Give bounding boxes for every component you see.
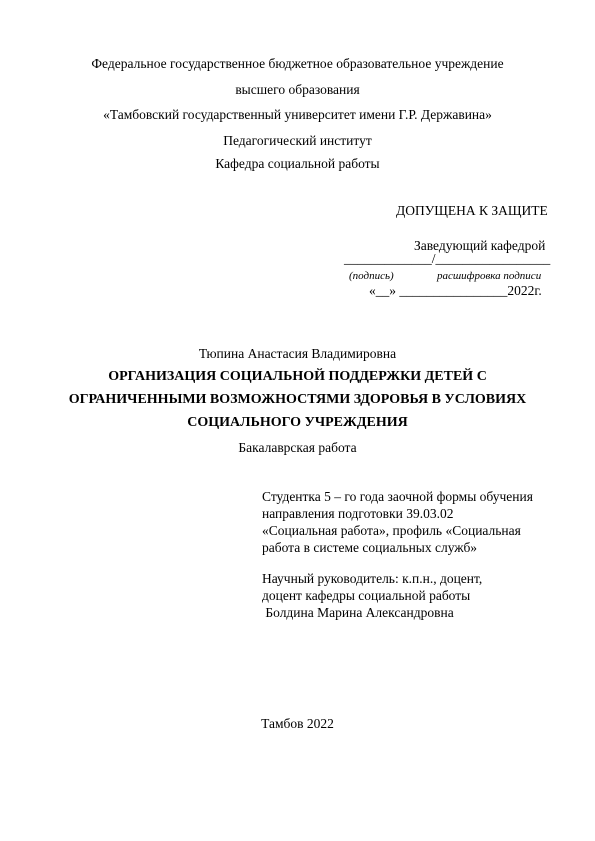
institute-name: Педагогический институт (223, 133, 372, 148)
supervisor-line-1: Научный руководитель: к.п.н., доцент, (262, 571, 483, 586)
thesis-title-line-2: ОГРАНИЧЕННЫМИ ВОЗМОЖНОСТЯМИ ЗДОРОВЬЯ В УСЛОВИЯХ (68, 392, 527, 407)
head-of-department: Заведующий кафедрой (414, 238, 546, 253)
signature-caption: (подпись) (349, 270, 394, 282)
department-name: Кафедра социальной работы (215, 156, 380, 171)
student-line-4: работа в системе социальных служб» (262, 540, 478, 555)
decoding-caption: расшифровка подписи (437, 270, 542, 282)
university-name: «Тамбовский государственный университет имени Г.Р. Державина» (103, 107, 492, 122)
student-line-3: «Социальная работа», профиль «Социальная (262, 523, 521, 538)
author-name: Тюпина Анастасия Владимировна (198, 346, 397, 361)
city-year: Тамбов 2022 (261, 716, 334, 731)
institution-level: высшего образования (235, 82, 360, 97)
admitted-label: ДОПУЩЕНА К ЗАЩИТЕ (396, 203, 548, 218)
signature-line: _____________/_________________ (344, 251, 551, 266)
institution-type: Федеральное государственное бюджетное образовательное учреждение (91, 56, 504, 71)
supervisor-line-2: доцент кафедры социальной работы (262, 588, 471, 603)
student-line-2: направления подготовки 39.03.02 (262, 506, 454, 521)
thesis-title-line-3: СОЦИАЛЬНОГО УЧРЕЖДЕНИЯ (187, 415, 408, 430)
supervisor-name: Болдина Марина Александровна (262, 605, 454, 620)
thesis-title-line-1: ОРГАНИЗАЦИЯ СОЦИАЛЬНОЙ ПОДДЕРЖКИ ДЕТЕЙ С (108, 369, 487, 384)
student-line-1: Студентка 5 – го года заочной формы обучения (262, 489, 533, 504)
work-type: Бакалаврская работа (238, 440, 357, 455)
date-line: «__» ________________2022г. (369, 283, 542, 298)
